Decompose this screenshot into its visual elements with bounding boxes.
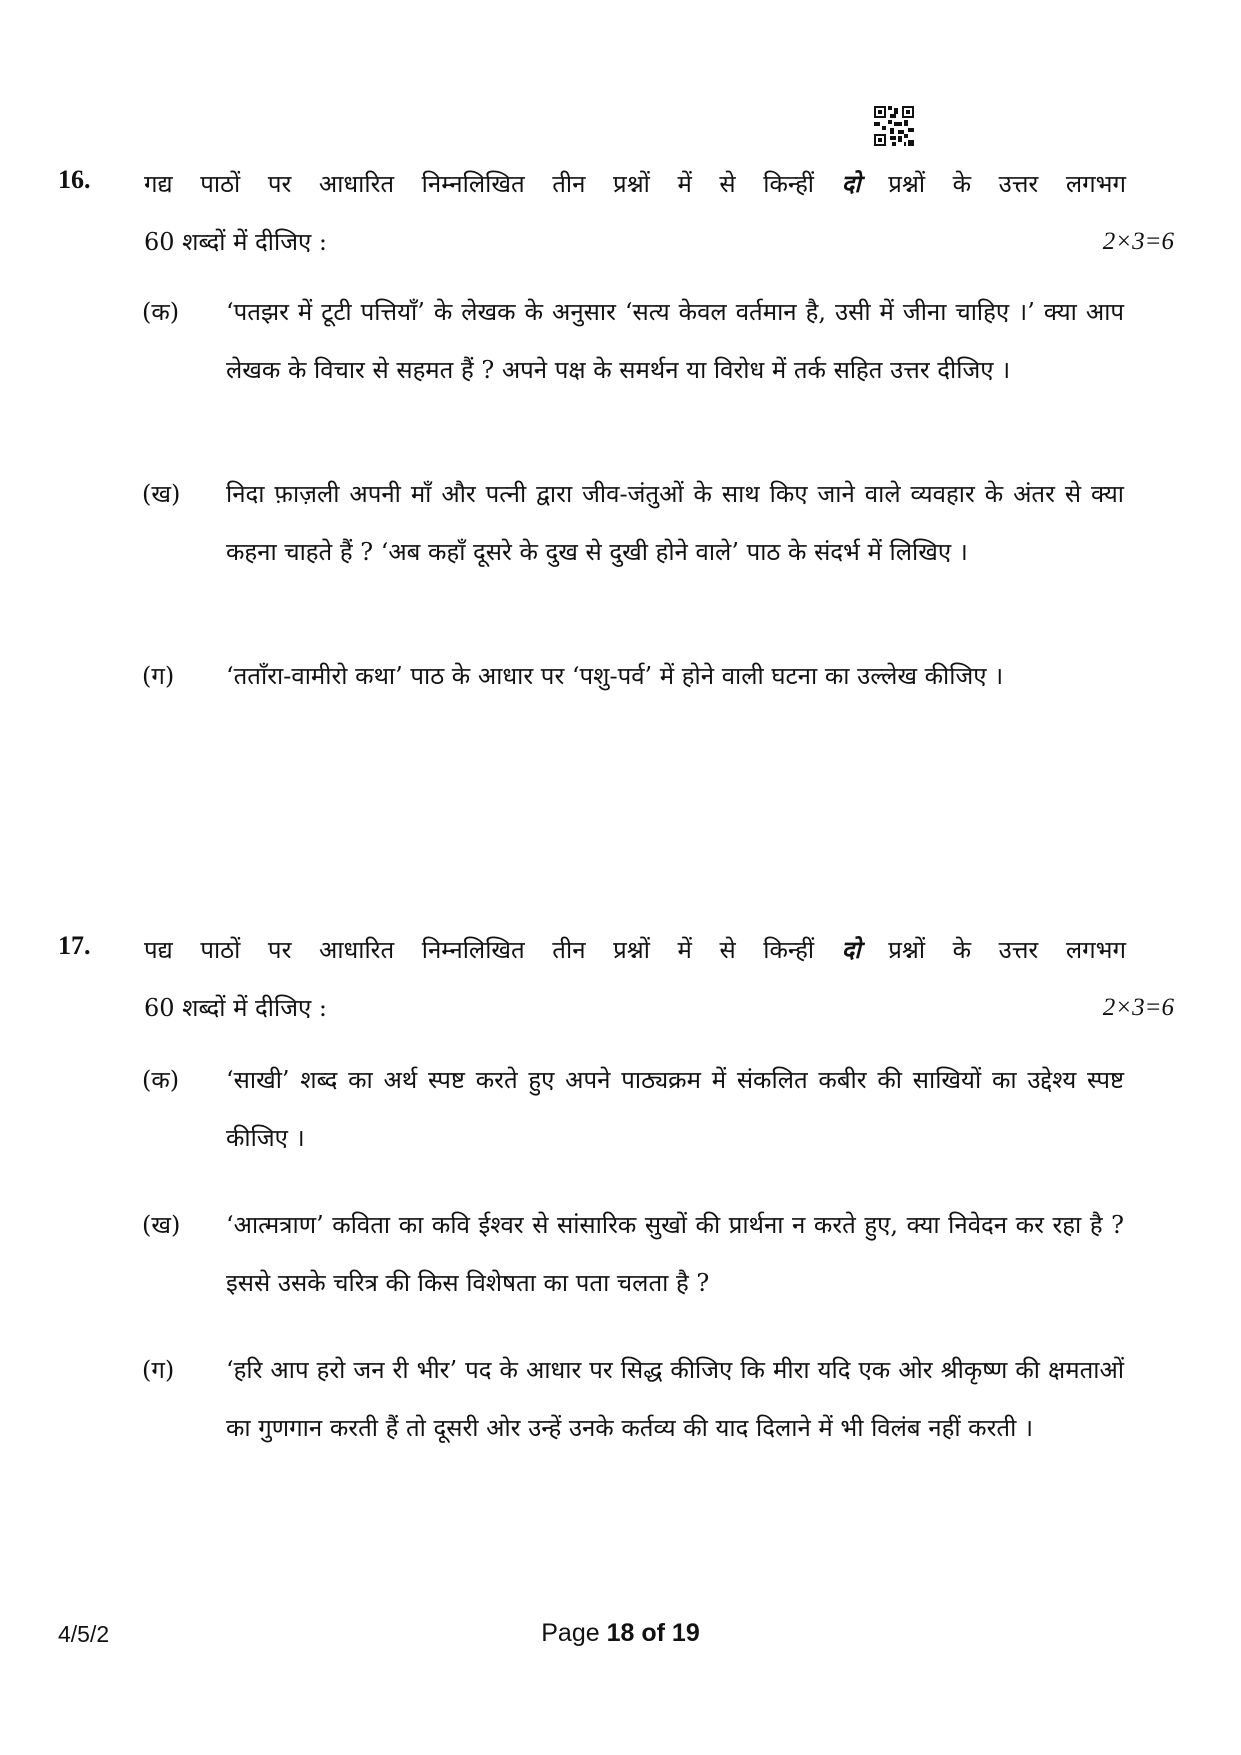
- sub-question-label: (क): [142, 298, 180, 326]
- sub-question-text: ‘आत्मत्राण’ कविता का कवि ईश्वर से सांसारिक सुखों की प्रार्थना न करते हुए, क्या निवेदन कर रहा है ? इससे उसके चरित्र की किस विशेषता का पता चलता है ?: [226, 1211, 1124, 1297]
- emphasis-word: दो: [841, 169, 861, 198]
- instruction-line-2: 60 शब्दों में दीजिए : 2×3=6: [144, 213, 1174, 271]
- instruction-line-1: पद्य पाठों पर आधारित निम्नलिखित तीन प्रश्नों में से किन्हीं दो प्रश्नों के उत्तर लगभग: [144, 935, 1126, 964]
- question-number: 16.: [58, 165, 91, 194]
- instruction-line-1: गद्य पाठों पर आधारित निम्नलिखित तीन प्रश्नों में से किन्हीं दो प्रश्नों के उत्तर लगभग: [144, 169, 1126, 198]
- question-number: 17.: [58, 931, 91, 960]
- sub-question-label: (ख): [142, 1211, 181, 1239]
- instruction-line-2: 60 शब्दों में दीजिए : 2×3=6: [144, 979, 1174, 1037]
- sub-question-label: (ग): [142, 1356, 175, 1384]
- question-instruction: [144, 155, 1174, 271]
- sub-question-label: (ग): [142, 662, 175, 690]
- sub-question-text: ‘हरि आप हरो जन री भीर’ पद के आधार पर सिद्ध कीजिए कि मीरा यदि एक ओर श्रीकृष्ण की क्षमताओं का गुणगान करती हैं तो दूसरी ओर उन्हें उनके कर्तव्य की याद दिलाने में भी विलंब नहीं करती ।: [226, 1356, 1124, 1442]
- page-number: Page 18 of 19: [541, 1619, 700, 1647]
- sub-question-label: (ख): [142, 480, 181, 508]
- marks-allocation: 2×3=6: [1102, 994, 1174, 1021]
- question-instruction: [144, 921, 1174, 1037]
- sub-question-text: निदा फ़ाज़ली अपनी माँ और पत्नी द्वारा जीव-जंतुओं के साथ किए जाने वाले व्यवहार के अंतर से क्या कहना चाहते हैं ? ‘अब कहाँ दूसरे के दुख से दुखी होने वाले’ पाठ के संदर्भ में लिखिए ।: [226, 480, 1124, 566]
- paper-code: 4/5/2: [58, 1621, 110, 1647]
- sub-question-text: ‘तताँरा-वामीरो कथा’ पाठ के आधार पर ‘पशु-पर्व’ में होने वाली घटना का उल्लेख कीजिए ।: [226, 662, 1004, 690]
- sub-question-text: ‘साखी’ शब्द का अर्थ स्पष्ट करते हुए अपने पाठ्यक्रम में संकलित कबीर की साखियों का उद्देश्य स्पष्ट कीजिए ।: [226, 1066, 1124, 1152]
- emphasis-word: दो: [841, 935, 861, 964]
- qr-code-icon: [874, 106, 914, 146]
- marks-allocation: 2×3=6: [1102, 228, 1174, 255]
- sub-question-text: ‘पतझर में टूटी पत्तियाँ’ के लेखक के अनुसार ‘सत्य केवल वर्तमान है, उसी में जीना चाहिए ।’ क्या आप लेखक के विचार से सहमत हैं ? अपने पक्ष के समर्थन या विरोध में तर्क सहित उत्तर दीजिए ।: [226, 298, 1124, 384]
- sub-question-label: (क): [142, 1066, 180, 1094]
